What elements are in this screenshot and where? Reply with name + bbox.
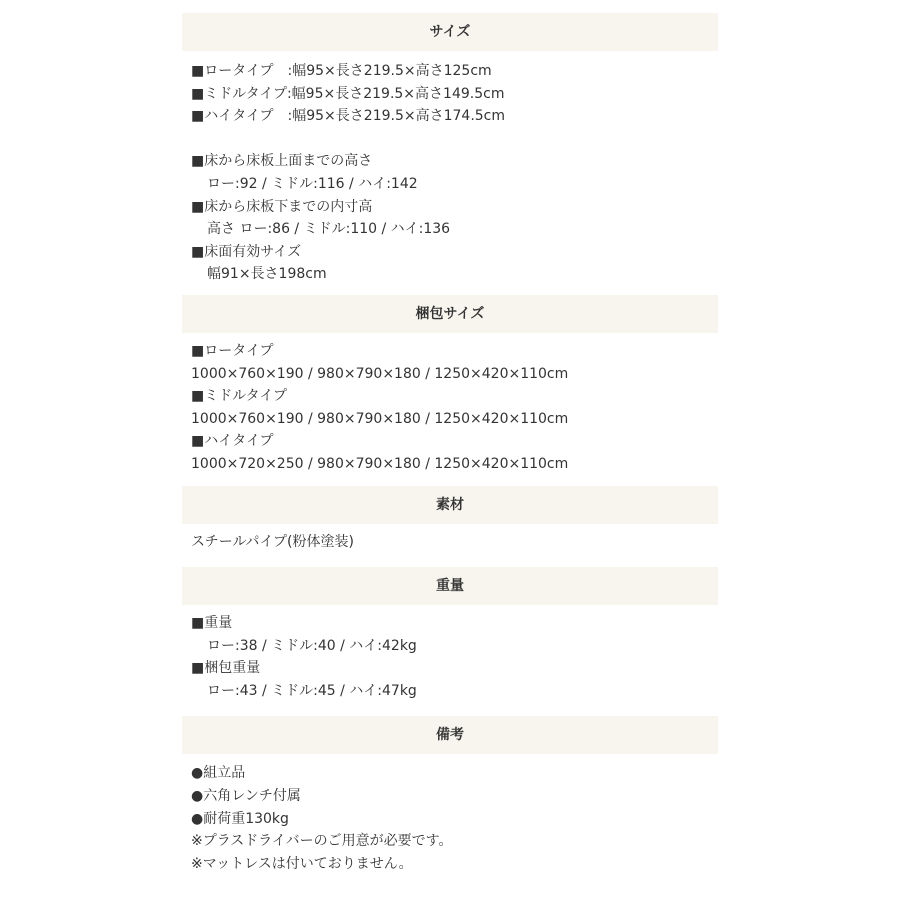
section-title: 素材 [182, 486, 718, 524]
section-body [182, 754, 718, 875]
spec-line: 1000×760×190 / 980×790×180 / 1250×420×110cm [191, 410, 569, 427]
section-notes [182, 716, 718, 875]
section-body [182, 605, 718, 716]
spec-line: ■重量 [191, 615, 233, 632]
spec-line: ロー:92 / ミドル:116 / ハイ:142 [207, 175, 418, 192]
spec-line: ■床から床板上面までの高さ [191, 153, 373, 170]
spec-line: ■梱包重量 [191, 660, 261, 677]
spec-line: 幅91×長さ198cm [207, 266, 327, 283]
spec-line: 1000×720×250 / 980×790×180 / 1250×420×110cm [191, 455, 569, 472]
section-body [182, 51, 718, 295]
spec-line: ■ロータイプ [191, 342, 274, 359]
spec-line: ●組立品 [191, 765, 246, 782]
section-title: 備考 [182, 716, 718, 754]
spec-line: スチールパイプ(粉体塗装) [191, 533, 354, 550]
spec-line: ●六角レンチ付属 [191, 788, 301, 805]
spec-line: ●耐荷重130kg [191, 810, 289, 827]
spec-line: ■床から床板下までの内寸高 [191, 198, 373, 215]
spec-line: ロー:43 / ミドル:45 / ハイ:47kg [207, 682, 417, 699]
spec-line: ■ミドルタイプ:幅95×長さ219.5×高さ149.5cm [191, 85, 505, 102]
spec-line: 1000×760×190 / 980×790×180 / 1250×420×110cm [191, 365, 569, 382]
section-title: サイズ [182, 13, 718, 51]
section-material [182, 486, 718, 568]
spacer [191, 128, 718, 151]
spec-line: ※プラスドライバーのご用意が必要です。 [191, 833, 453, 850]
spec-line: ■ハイタイプ [191, 433, 274, 450]
section-body [182, 333, 718, 486]
spec-line: ※マットレスは付いておりません。 [191, 855, 413, 872]
spec-line: ■ミドルタイプ [191, 388, 287, 405]
section-title: 梱包サイズ [182, 295, 718, 333]
spec-table [182, 13, 718, 875]
spec-line: ■ハイタイプ :幅95×長さ219.5×高さ174.5cm [191, 108, 506, 125]
spec-line: ■床面有効サイズ [191, 243, 302, 260]
spec-line: 高さ ロー:86 / ミドル:110 / ハイ:136 [207, 221, 451, 238]
spec-line: ロー:38 / ミドル:40 / ハイ:42kg [207, 637, 417, 654]
section-title: 重量 [182, 567, 718, 605]
section-package-size [182, 295, 718, 486]
section-body [182, 524, 718, 568]
section-weight [182, 567, 718, 716]
section-size [182, 13, 718, 295]
spec-line: ■ロータイプ :幅95×長さ219.5×高さ125cm [191, 63, 492, 79]
